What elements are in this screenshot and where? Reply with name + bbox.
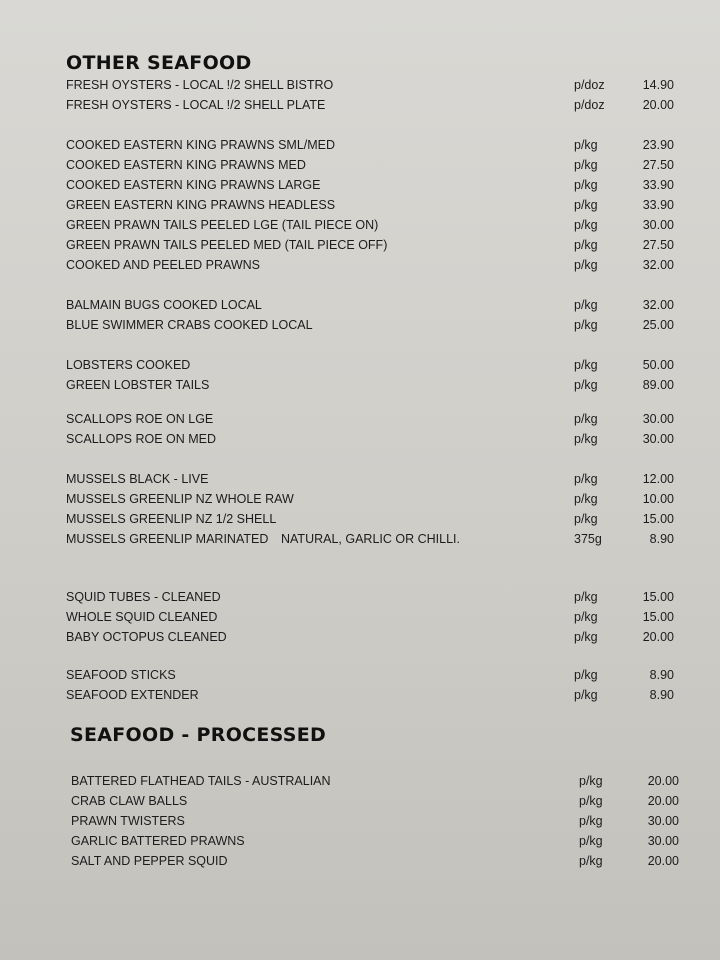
item-note: NATURAL, GARLIC OR CHILLI. xyxy=(281,532,460,546)
item-name: CRAB CLAW BALLS xyxy=(71,794,188,808)
item-price: 15.00 xyxy=(642,512,674,526)
item-price: 30.00 xyxy=(647,814,679,828)
item-name: BABY OCTOPUS CLEANED xyxy=(66,630,227,644)
item-name: FRESH OYSTERS - LOCAL !/2 SHELL BISTRO xyxy=(66,78,334,92)
item-price: 8.90 xyxy=(649,668,674,682)
item-unit: p/kg xyxy=(579,834,603,848)
item-name: SALT AND PEPPER SQUID xyxy=(71,854,228,868)
item-price: 20.00 xyxy=(642,98,674,112)
item-name: COOKED AND PEELED PRAWNS xyxy=(66,258,261,272)
item-price: 8.90 xyxy=(649,532,674,546)
list-item xyxy=(66,356,676,374)
section-title-other-seafood: OTHER SEAFOOD xyxy=(66,52,252,74)
item-unit: p/doz xyxy=(574,78,605,92)
item-price: 14.90 xyxy=(642,78,674,92)
item-name: PRAWN TWISTERS xyxy=(71,814,185,828)
item-name: GREEN PRAWN TAILS PEELED MED (TAIL PIECE OFF) xyxy=(66,238,388,252)
item-unit: p/kg xyxy=(574,472,598,486)
item-unit: p/kg xyxy=(579,854,603,868)
item-price: 10.00 xyxy=(642,492,674,506)
list-item xyxy=(66,666,676,684)
item-unit: p/kg xyxy=(574,512,598,526)
list-item xyxy=(71,772,681,790)
item-price: 50.00 xyxy=(642,358,674,372)
item-price: 27.50 xyxy=(642,158,674,172)
list-item xyxy=(66,216,676,234)
item-unit: p/kg xyxy=(574,358,598,372)
list-item xyxy=(71,852,681,870)
item-price: 8.90 xyxy=(649,688,674,702)
item-name: MUSSELS GREENLIP NZ WHOLE RAW xyxy=(66,492,294,506)
item-name: COOKED EASTERN KING PRAWNS MED xyxy=(66,158,306,172)
item-name: SCALLOPS ROE ON MED xyxy=(66,432,217,446)
list-item xyxy=(66,236,676,254)
item-price: 15.00 xyxy=(642,610,674,624)
item-unit: p/kg xyxy=(574,258,598,272)
item-name: MUSSELS BLACK - LIVE xyxy=(66,472,209,486)
item-name: LOBSTERS COOKED xyxy=(66,358,191,372)
list-item xyxy=(66,490,676,508)
item-name: GREEN LOBSTER TAILS xyxy=(66,378,210,392)
item-unit: p/kg xyxy=(574,218,598,232)
item-unit: p/kg xyxy=(574,238,598,252)
item-unit: p/kg xyxy=(579,794,603,808)
item-name: COOKED EASTERN KING PRAWNS SML/MED xyxy=(66,138,336,152)
item-name: GREEN EASTERN KING PRAWNS HEADLESS xyxy=(66,198,336,212)
item-unit: p/kg xyxy=(574,688,598,702)
list-item xyxy=(66,410,676,428)
item-unit: p/kg xyxy=(574,610,598,624)
item-unit: p/doz xyxy=(574,98,605,112)
item-unit: p/kg xyxy=(574,178,598,192)
item-unit: p/kg xyxy=(574,412,598,426)
item-name: BALMAIN BUGS COOKED LOCAL xyxy=(66,298,262,312)
item-unit: p/kg xyxy=(574,492,598,506)
item-name: WHOLE SQUID CLEANED xyxy=(66,610,218,624)
list-item xyxy=(66,470,676,488)
item-price: 30.00 xyxy=(642,218,674,232)
item-name: FRESH OYSTERS - LOCAL !/2 SHELL PLATE xyxy=(66,98,326,112)
item-unit: p/kg xyxy=(579,814,603,828)
item-unit: p/kg xyxy=(574,138,598,152)
item-price: 32.00 xyxy=(642,298,674,312)
list-item xyxy=(66,608,676,626)
item-price: 30.00 xyxy=(642,432,674,446)
item-unit: p/kg xyxy=(574,668,598,682)
item-unit: p/kg xyxy=(574,378,598,392)
item-unit: p/kg xyxy=(574,318,598,332)
list-item xyxy=(66,96,676,114)
item-price: 89.00 xyxy=(642,378,674,392)
item-price: 23.90 xyxy=(642,138,674,152)
item-price: 33.90 xyxy=(642,178,674,192)
list-item xyxy=(66,156,676,174)
item-price: 20.00 xyxy=(647,774,679,788)
item-name: BLUE SWIMMER CRABS COOKED LOCAL xyxy=(66,318,313,332)
list-item xyxy=(66,510,676,528)
list-item xyxy=(66,76,676,94)
list-item xyxy=(71,832,681,850)
item-name: COOKED EASTERN KING PRAWNS LARGE xyxy=(66,178,321,192)
item-name: SCALLOPS ROE ON LGE xyxy=(66,412,214,426)
list-item xyxy=(66,430,676,448)
item-unit: p/kg xyxy=(574,158,598,172)
item-name: GARLIC BATTERED PRAWNS xyxy=(71,834,245,848)
list-item xyxy=(66,376,676,394)
list-item xyxy=(66,296,676,314)
item-unit: p/kg xyxy=(574,590,598,604)
item-price: 33.90 xyxy=(642,198,674,212)
item-price: 27.50 xyxy=(642,238,674,252)
item-price: 15.00 xyxy=(642,590,674,604)
item-unit: p/kg xyxy=(574,198,598,212)
item-price: 30.00 xyxy=(642,412,674,426)
item-unit: p/kg xyxy=(574,298,598,312)
list-item xyxy=(66,530,676,548)
item-price: 12.00 xyxy=(642,472,674,486)
section-title-seafood-processed: SEAFOOD - PROCESSED xyxy=(70,724,327,746)
item-name: BATTERED FLATHEAD TAILS - AUSTRALIAN xyxy=(71,774,331,788)
list-item xyxy=(66,176,676,194)
item-name: SEAFOOD EXTENDER xyxy=(66,688,199,702)
item-name: MUSSELS GREENLIP MARINATED xyxy=(66,532,269,546)
item-name: SQUID TUBES - CLEANED xyxy=(66,590,221,604)
list-item xyxy=(66,256,676,274)
item-unit: 375g xyxy=(574,532,602,546)
list-item xyxy=(66,628,676,646)
item-name: SEAFOOD STICKS xyxy=(66,668,176,682)
item-unit: p/kg xyxy=(574,630,598,644)
item-price: 20.00 xyxy=(642,630,674,644)
item-price: 30.00 xyxy=(647,834,679,848)
list-item xyxy=(66,136,676,154)
list-item xyxy=(71,792,681,810)
item-price: 32.00 xyxy=(642,258,674,272)
item-price: 20.00 xyxy=(647,794,679,808)
list-item xyxy=(71,812,681,830)
item-unit: p/kg xyxy=(574,432,598,446)
item-unit: p/kg xyxy=(579,774,603,788)
item-price: 20.00 xyxy=(647,854,679,868)
list-item xyxy=(66,686,676,704)
list-item xyxy=(66,588,676,606)
item-price: 25.00 xyxy=(642,318,674,332)
list-item xyxy=(66,316,676,334)
list-item xyxy=(66,196,676,214)
item-name: MUSSELS GREENLIP NZ 1/2 SHELL xyxy=(66,512,277,526)
item-name: GREEN PRAWN TAILS PEELED LGE (TAIL PIECE ON) xyxy=(66,218,379,232)
